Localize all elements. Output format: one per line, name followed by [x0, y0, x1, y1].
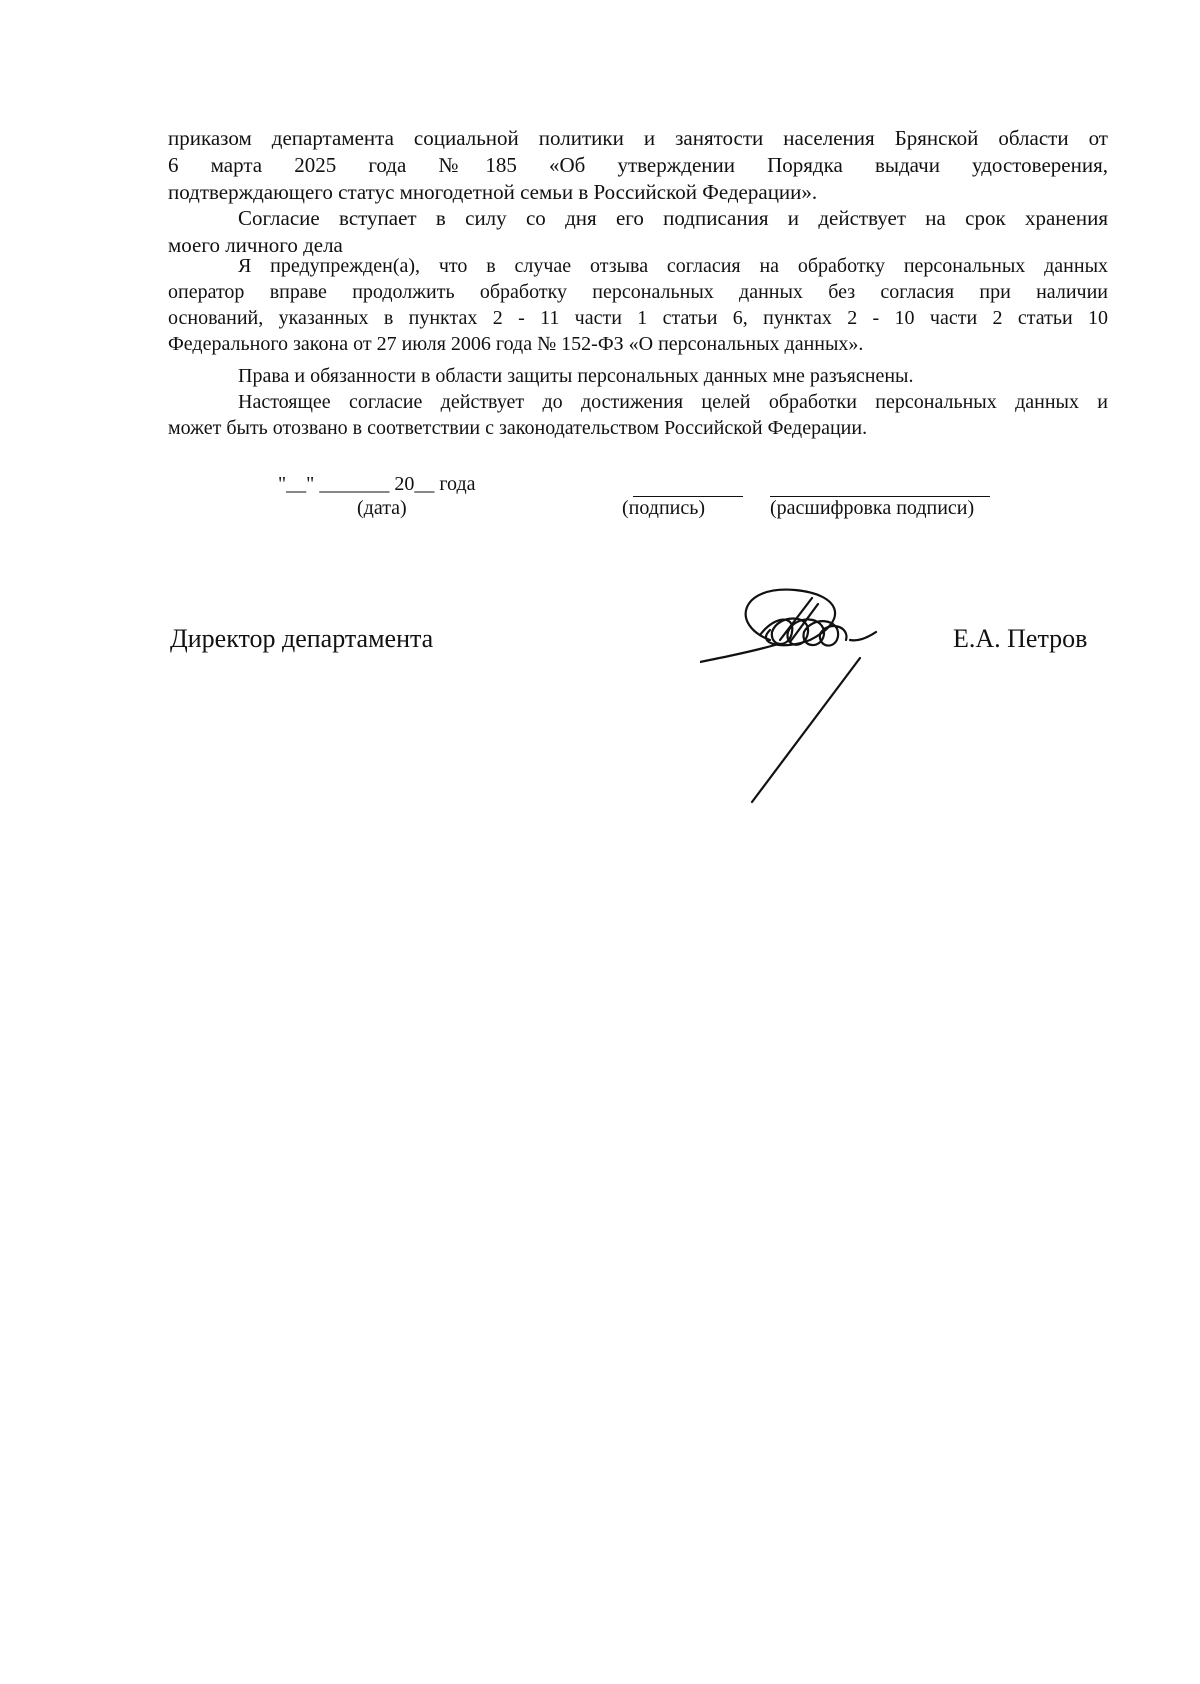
- date-caption: (дата): [357, 497, 407, 519]
- paragraph-rights: [168, 363, 1108, 389]
- text-line: 6 марта 2025 года №185 «Об утверждении Порядка выдачи удостоверения,: [168, 153, 1108, 177]
- text-line: приказом департамента социальной политики и занятости населения Брянской области от: [168, 126, 1108, 150]
- handwritten-signature: [700, 570, 940, 810]
- text-line: моего личного дела: [168, 233, 343, 257]
- paragraph-validity: [168, 205, 1108, 259]
- signatory-title: Директор департамента: [170, 624, 434, 653]
- decoding-caption: (расшифровка подписи): [770, 497, 975, 519]
- date-line: "__" _______ 20__ года: [278, 473, 476, 495]
- text-line: Настоящее согласие действует до достижения целей обработки персональных данных и: [238, 391, 1108, 413]
- text-line: подтверждающего статус многодетной семьи в Российской Федерации».: [168, 180, 818, 204]
- signatory-name: Е.А. Петров: [953, 624, 1088, 653]
- paragraph-warning: [168, 253, 1108, 357]
- text-line: Согласие вступает в силу со дня его подписания и действует на срок хранения: [238, 206, 1108, 230]
- text-line: может быть отозвано в соответствии с законодательством Российской Федерации.: [168, 417, 868, 439]
- text-line: Права и обязанности в области защиты персональных данных мне разъяснены.: [238, 365, 914, 387]
- text-line: оператор вправе продолжить обработку персональных данных без согласия при наличии: [168, 281, 1108, 303]
- text-line: Федерального закона от 27 июля 2006 года № 152-ФЗ «О персональных данных».: [168, 333, 864, 355]
- signature-caption: (подпись): [622, 497, 706, 519]
- text-line: оснований, указанных в пунктах 2 - 11 части 1 статьи 6, пунктах 2 - 10 части 2 статьи 10: [168, 307, 1108, 329]
- text-line: Я предупрежден(а), что в случае отзыва согласия на обработку персональных данных: [238, 255, 1108, 277]
- paragraph-revocation: [168, 389, 1108, 441]
- paragraph-order: [168, 125, 1108, 206]
